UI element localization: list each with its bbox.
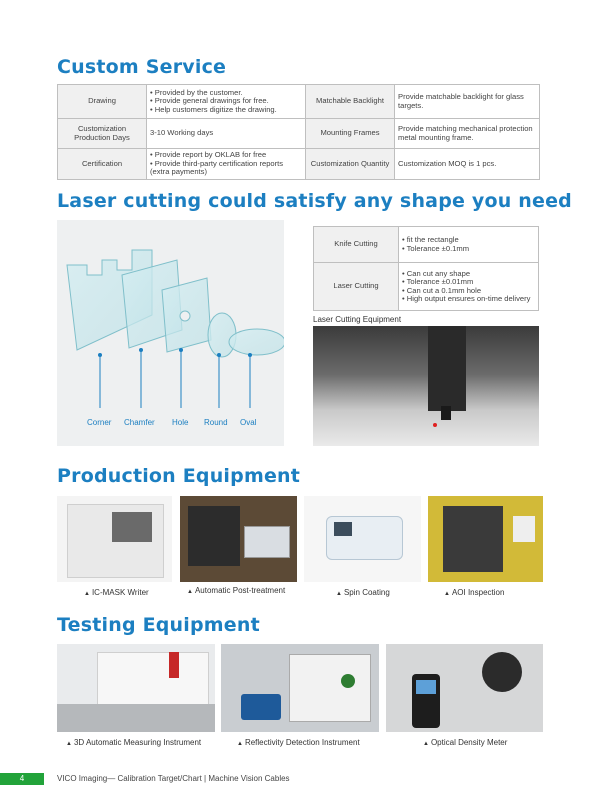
list-item: • Tolerance ±0.1mm — [402, 245, 535, 254]
mounting-frames-value: Provide matching mechanical protection metal mounting frame. — [395, 119, 540, 149]
section-title-custom-service: Custom Service — [57, 56, 227, 78]
section-title-testing-equipment: Testing Equipment — [57, 614, 260, 636]
triangle-icon: ▲ — [237, 741, 243, 747]
certification-label: Certification — [58, 149, 147, 180]
laser-cutting-label: Laser Cutting — [314, 263, 399, 311]
caption-optical-density-meter: ▲ Optical Density Meter — [423, 738, 508, 747]
footer-text: VICO Imaging— Calibration Target/Chart | Machine Vision Cables — [57, 774, 290, 783]
list-item: • fit the rectangle — [402, 236, 535, 245]
shape-label-oval: Oval — [240, 418, 257, 427]
triangle-icon: ▲ — [84, 591, 90, 597]
quantity-label: Customization Quantity — [306, 149, 395, 180]
triangle-icon: ▲ — [336, 591, 342, 597]
automatic-post-treatment-photo — [180, 496, 297, 582]
caption-spin-coating: ▲ Spin Coating — [336, 588, 390, 597]
list-item: • Can cut a 0.1mm hole — [402, 287, 535, 296]
triangle-icon: ▲ — [444, 591, 450, 597]
mounting-frames-label: Mounting Frames — [306, 119, 395, 149]
list-item: • High output ensures on-time delivery — [402, 295, 535, 304]
production-days-value: 3-10 Working days — [147, 119, 306, 149]
knife-cutting-list — [402, 236, 535, 253]
section-title-laser-cutting: Laser cutting could satisfy any shape you need — [57, 190, 572, 212]
shape-label-chamfer: Chamfer — [124, 418, 155, 427]
caption-3d-measuring-instrument: ▲ 3D Automatic Measuring Instrument — [66, 738, 202, 747]
caption-ic-mask-writer: ▲ IC-MASK Writer — [84, 588, 149, 597]
section-title-production-equipment: Production Equipment — [57, 465, 301, 487]
laser-head-shape — [428, 326, 466, 411]
cutting-table — [313, 226, 539, 311]
backlight-value: Provide matchable backlight for glass targets. — [395, 85, 540, 119]
list-item: • Provided by the customer. — [150, 89, 302, 98]
certification-list — [150, 151, 302, 177]
caption-aoi-inspection: ▲ AOI Inspection — [444, 588, 505, 597]
triangle-icon: ▲ — [66, 741, 72, 747]
quantity-value: Customization MOQ is 1 pcs. — [395, 149, 540, 180]
spin-coating-photo — [304, 496, 421, 582]
laser-cutting-list — [402, 270, 535, 304]
backlight-label: Matchable Backlight — [306, 85, 395, 119]
caption-reflectivity-detection-instrument: ▲ Reflectivity Detection Instrument — [237, 738, 360, 747]
list-item: • Tolerance ±0.01mm — [402, 278, 535, 287]
glass-shapes-illustration — [57, 220, 284, 446]
list-item: • Can cut any shape — [402, 270, 535, 279]
drawing-list — [150, 89, 302, 115]
list-item: • Help customers digitize the drawing. — [150, 106, 302, 115]
aoi-inspection-photo — [428, 496, 543, 582]
shape-label-corner: Corner — [87, 418, 112, 427]
shape-label-round: Round — [204, 418, 228, 427]
triangle-icon: ▲ — [423, 741, 429, 747]
production-days-label: Customization Production Days — [58, 119, 147, 149]
laser-equipment-caption: Laser Cutting Equipment — [313, 315, 402, 324]
drawing-label: Drawing — [58, 85, 147, 119]
list-item: • Provide general drawings for free. — [150, 97, 302, 106]
laser-nozzle-shape — [441, 406, 451, 420]
laser-equipment-photo — [313, 326, 539, 446]
optical-density-meter-photo — [386, 644, 543, 732]
glass-shapes-image — [57, 220, 284, 446]
caption-automatic-post-treatment: ▲ Automatic Post-treatment — [187, 586, 286, 595]
reflectivity-detection-instrument-photo — [221, 644, 379, 732]
list-item: • Provide report by OKLAB for free — [150, 151, 302, 160]
knife-cutting-label: Knife Cutting — [314, 227, 399, 263]
shape-label-hole: Hole — [172, 418, 189, 427]
3d-measuring-instrument-photo — [57, 644, 215, 732]
ic-mask-writer-photo — [57, 496, 172, 582]
triangle-icon: ▲ — [187, 589, 193, 595]
custom-service-table — [57, 84, 540, 180]
page-number: 4 — [0, 773, 44, 785]
list-item: • Provide third-party certification reports (extra payments) — [150, 160, 302, 177]
laser-dot-shape — [433, 423, 437, 427]
